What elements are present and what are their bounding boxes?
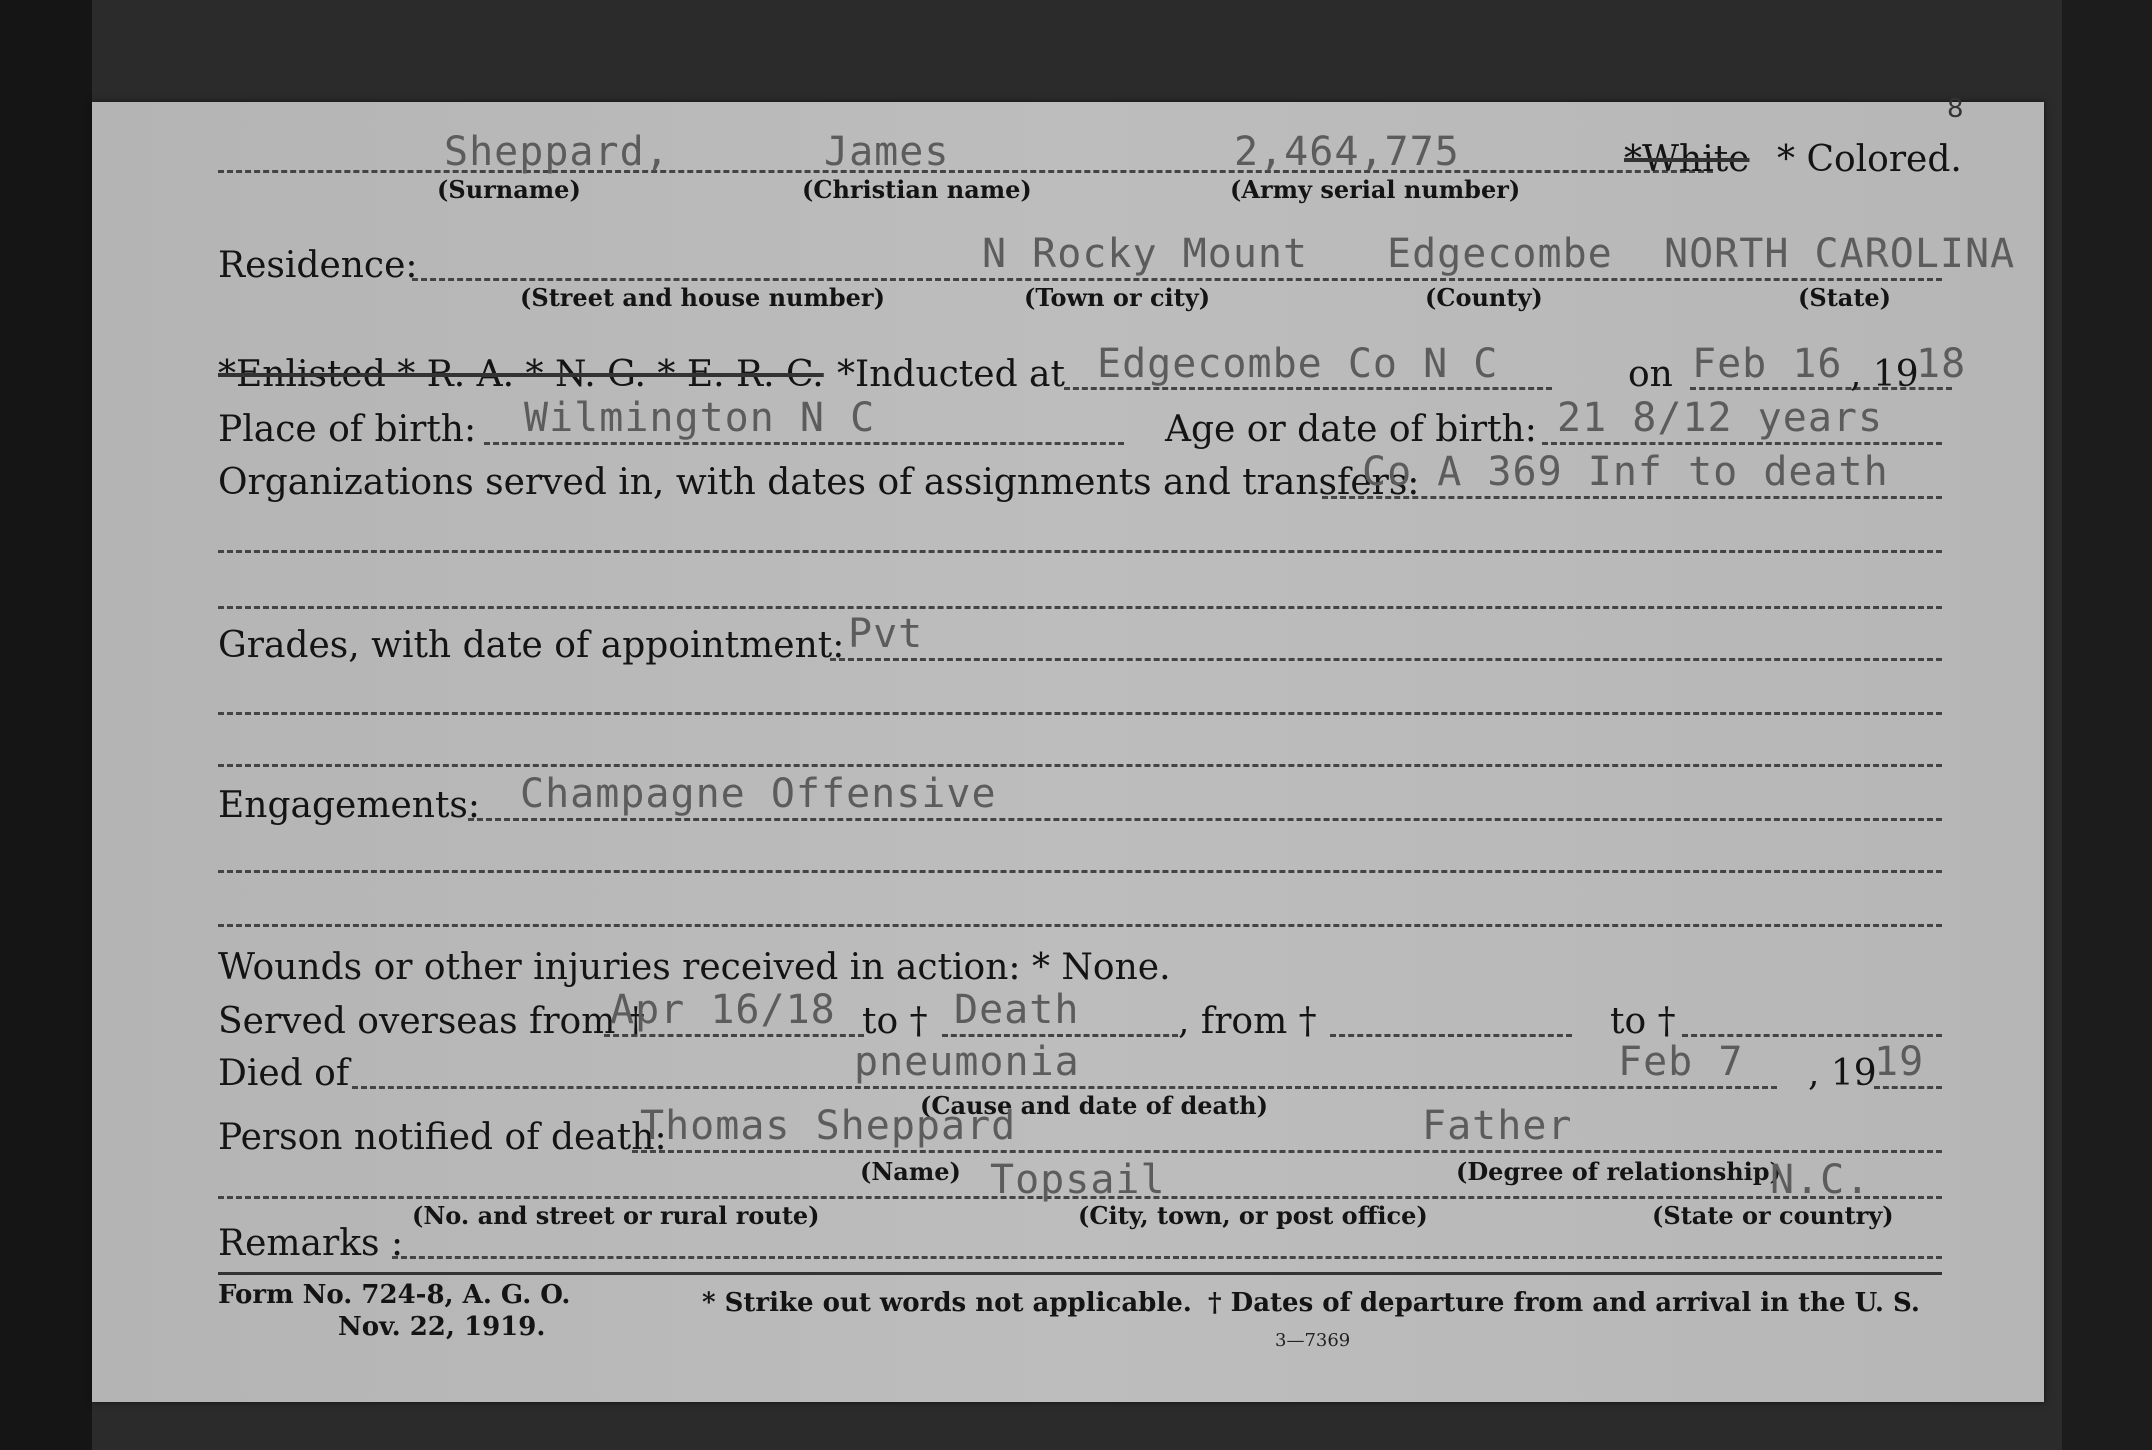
footer-rule [218,1272,1942,1275]
county-caption: (County) [1425,283,1543,312]
organizations-value: Co A 369 Inf to death [1362,449,1889,495]
serial-number-caption: (Army serial number) [1230,175,1521,204]
age-value: 21 8/12 years [1557,395,1884,441]
city-caption: (City, town, or post office) [1078,1201,1428,1230]
service-record-card [92,94,2044,1402]
place-of-birth-line [484,442,1124,445]
died-of-label: Died of [218,1053,350,1094]
overseas-from2-line [1330,1034,1572,1037]
death-date-value: Feb 7 [1618,1039,1744,1085]
age-line [1542,442,1942,445]
dates-note: † Dates of departure from and arrival in the U. S. [1208,1288,1920,1318]
residence-state-value: NORTH CAROLINA [1664,231,2016,277]
inducted-label: *Inducted at [837,354,1065,395]
inducted-place-value: Edgecombe Co N C [1097,341,1499,387]
serial-number-value: 2,464,775 [1234,129,1460,175]
name-line [218,170,1713,173]
death-year-prefix: , 19 [1808,1053,1877,1094]
death-year-line [1874,1086,1942,1089]
race-white-struck: *White [1624,139,1750,180]
age-label: Age or date of birth: [1165,409,1537,450]
residence-line [412,278,1942,281]
engagements-extra-line-1 [218,870,1942,873]
engagements-label: Engagements: [218,785,481,826]
strike-note: * Strike out words not applicable. [702,1288,1192,1318]
surname-value: Sheppard, [444,129,670,175]
grades-extra-line-1 [218,712,1942,715]
surname-caption: (Surname) [437,175,581,204]
notified-line [632,1150,1942,1153]
notified-state-value: N.C. [1770,1157,1871,1203]
grades-value: Pvt [848,611,924,657]
death-cause-value: pneumonia [854,1039,1080,1085]
notified-city-value: Topsail [990,1157,1166,1203]
overseas-from-line [604,1034,864,1037]
organizations-extra-line-2 [218,606,1942,609]
overseas-to2-label: to † [1610,1001,1676,1042]
overseas-to-line [942,1034,1178,1037]
scan-background-right [2062,0,2152,1450]
overseas-from-label: Served overseas from † [218,1001,645,1042]
notified-name-caption: (Name) [860,1157,961,1186]
state-caption: (State) [1798,283,1892,312]
form-number: Form No. 724-8, A. G. O. [218,1280,571,1310]
print-code: 3—7369 [1275,1330,1351,1351]
residence-county-value: Edgecombe [1387,231,1613,277]
grades-extra-line-2 [218,764,1942,767]
organizations-line [1322,496,1942,499]
inducted-year-suffix: 18 [1916,341,1967,387]
place-of-birth-label: Place of birth: [218,409,477,450]
state-country-caption: (State or country) [1652,1201,1894,1230]
engagements-value: Champagne Offensive [520,771,997,817]
notified-relationship-caption: (Degree of relationship) [1456,1157,1781,1186]
corner-mark: 8 [1947,94,1964,124]
death-caption: (Cause and date of death) [920,1091,1268,1120]
scan-background-left [0,0,92,1450]
engagements-line [468,818,1942,821]
residence-label: Residence: [218,245,418,286]
place-of-birth-value: Wilmington N C [524,395,876,441]
grades-label: Grades, with date of appointment: [218,625,845,666]
organizations-extra-line-1 [218,550,1942,553]
inducted-date-value: Feb 16 [1692,341,1843,387]
christian-name-value: James [824,129,950,175]
overseas-from-value: Apr 16/18 [610,987,836,1033]
overseas-to-value: Death [954,987,1080,1033]
wounds-label: Wounds or other injuries received in action: * None. [218,947,1171,988]
street-caption: (Street and house number) [520,283,885,312]
overseas-to-label: to † [862,1001,928,1042]
christian-name-caption: (Christian name) [802,175,1032,204]
notified-relationship-value: Father [1422,1103,1573,1149]
street-route-caption: (No. and street or rural route) [412,1201,820,1230]
grades-line [830,658,1942,661]
inducted-place-line [1064,387,1552,390]
remarks-label: Remarks : [218,1223,404,1264]
inducted-year-prefix: , 19 [1850,354,1919,395]
overseas-to2-line [1682,1034,1942,1037]
residence-town-value: N Rocky Mount [982,231,1309,277]
overseas-from2-label: , from † [1178,1001,1317,1042]
engagements-extra-line-2 [218,924,1942,927]
notified-label: Person notified of death: [218,1117,667,1158]
remarks-line [392,1256,1942,1259]
enlistment-options-struck: *Enlisted * R. A. * N. G. * E. R. C. [218,354,824,395]
race-colored: * Colored. [1777,139,1962,180]
town-caption: (Town or city) [1024,283,1211,312]
form-date: Nov. 22, 1919. [338,1312,546,1342]
inducted-on-label: on [1628,354,1673,395]
notified-name-value: Thomas Sheppard [640,1103,1017,1149]
death-year-suffix: 19 [1874,1039,1925,1085]
organizations-label: Organizations served in, with dates of assignments and transfers: [218,462,1420,503]
died-of-line [352,1086,1777,1089]
